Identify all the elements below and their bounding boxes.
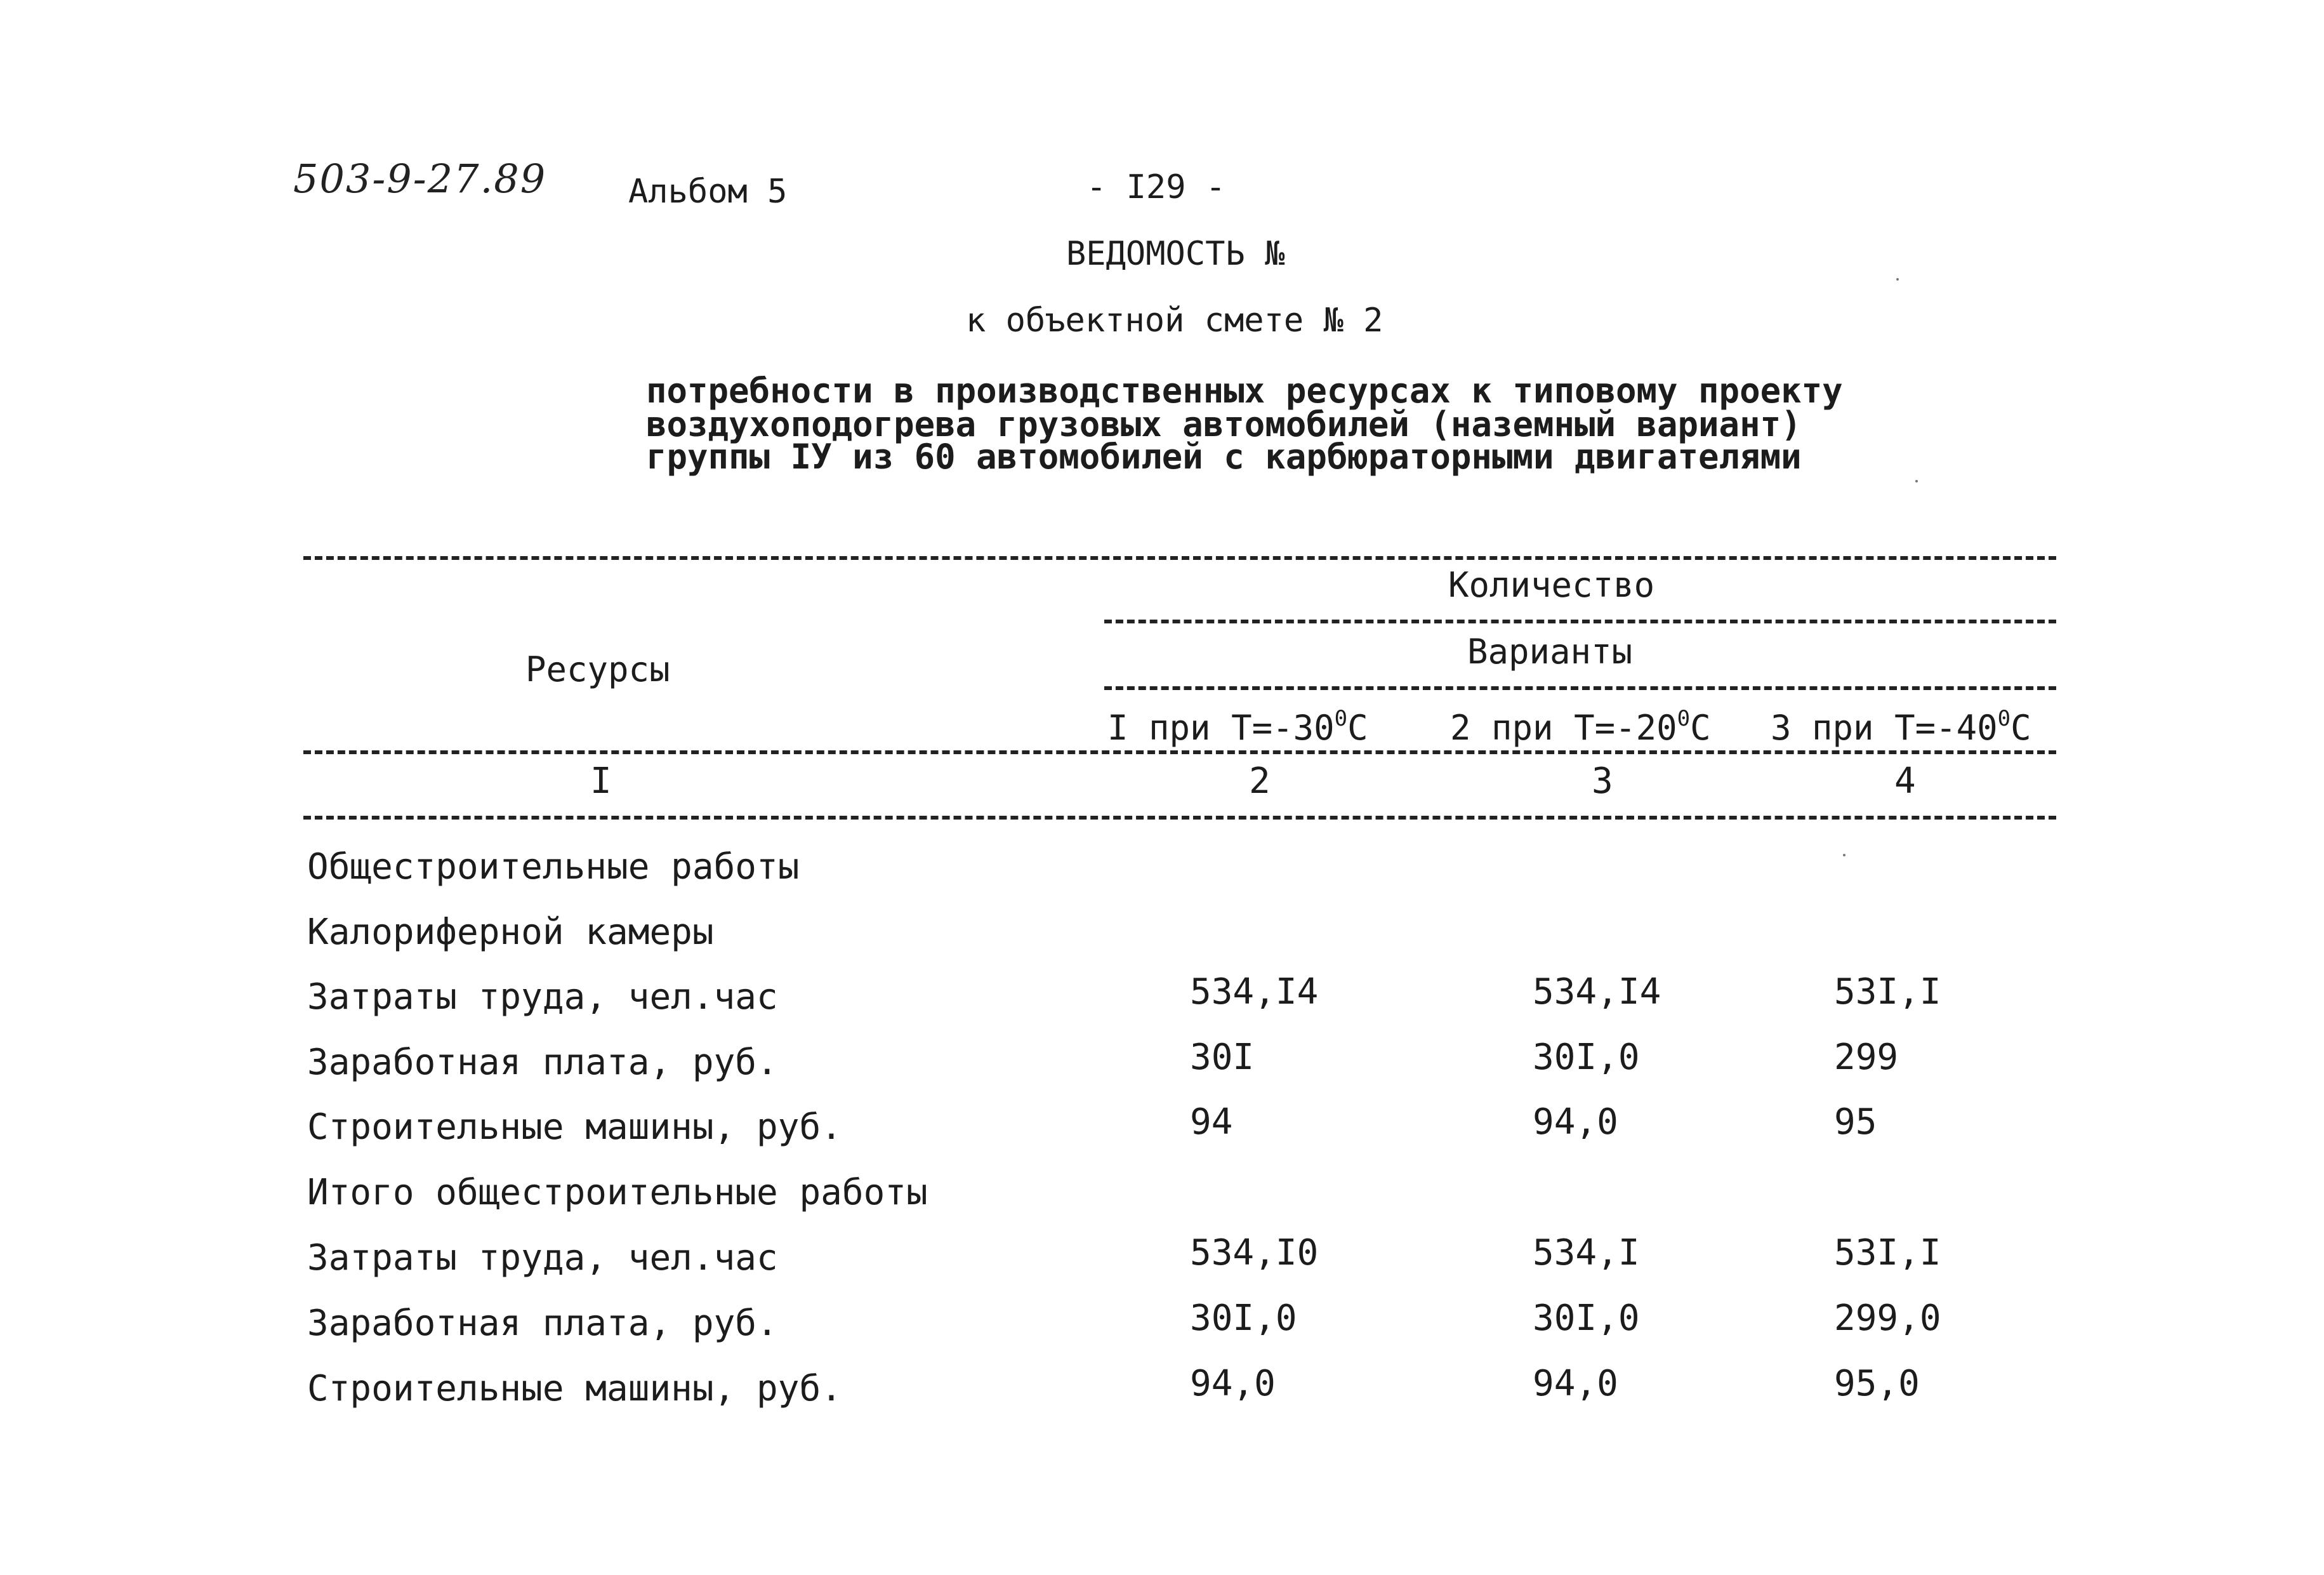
variants-header: Варианты bbox=[1467, 632, 1633, 672]
variants-rule bbox=[1104, 686, 2056, 690]
column-number-3: 3 bbox=[1592, 761, 1613, 802]
resources-header: Ресурсы bbox=[525, 649, 670, 689]
subtitle-line-3: группы IУ из 60 автомобилей с карбюраторными двигателями bbox=[646, 437, 1802, 477]
table-cell: 94,0 bbox=[1190, 1363, 1276, 1404]
quantity-rule bbox=[1104, 620, 2056, 623]
table-row-label: Строительные машины, руб. bbox=[307, 1368, 842, 1409]
table-row-label: Заработная плата, руб. bbox=[307, 1042, 778, 1083]
table-row-label: Итого общестроительные работы bbox=[307, 1172, 928, 1213]
scan-speck bbox=[1896, 278, 1899, 281]
column-number-2: 2 bbox=[1249, 761, 1271, 802]
variant-header-2: 2 при $Т=-20^0С$ bbox=[1450, 706, 1711, 748]
table-row-label: Строительные машины, руб. bbox=[307, 1106, 842, 1148]
table-cell: 30I bbox=[1190, 1037, 1255, 1078]
subtitle-line-2: воздухоподогрева грузовых автомобилей (наземный вариант) bbox=[646, 404, 1802, 444]
table-cell: 53I,I bbox=[1834, 971, 1941, 1013]
column-number-4: 4 bbox=[1894, 761, 1916, 802]
page-number: - I29 - bbox=[1086, 168, 1226, 206]
table-row-label: Калориферной камеры bbox=[307, 912, 714, 953]
table-row-label: Затраты труда, чел.час bbox=[307, 1237, 778, 1279]
column-numbers-rule bbox=[303, 816, 2056, 820]
table-row-label: Заработная плата, руб. bbox=[307, 1303, 778, 1344]
document-code: 503-9-27.89 bbox=[293, 156, 547, 202]
table-cell: 299 bbox=[1834, 1037, 1899, 1078]
table-cell: 95,0 bbox=[1834, 1363, 1920, 1404]
table-cell: 95 bbox=[1834, 1101, 1877, 1143]
table-cell: 299,0 bbox=[1834, 1298, 1941, 1339]
table-cell: 534,I bbox=[1533, 1232, 1640, 1273]
variant-header-3: 3 при $Т=-40^0С$ bbox=[1771, 706, 2031, 748]
table-cell: 94,0 bbox=[1533, 1101, 1618, 1143]
column-number-1: I bbox=[590, 761, 612, 802]
table-cell: 94 bbox=[1190, 1101, 1233, 1143]
table-cell: 53I,I bbox=[1834, 1232, 1941, 1273]
table-cell: 30I,0 bbox=[1533, 1298, 1640, 1339]
table-cell: 534,I0 bbox=[1190, 1232, 1319, 1273]
table-cell: 94,0 bbox=[1533, 1363, 1618, 1404]
quantity-header: Количество bbox=[1448, 565, 1655, 605]
variant-header-1: I при $Т=-30^0С$ bbox=[1107, 706, 1368, 748]
table-row-label: Затраты труда, чел.час bbox=[307, 976, 778, 1018]
table-cell: 30I,0 bbox=[1533, 1037, 1640, 1078]
scan-speck bbox=[1843, 854, 1845, 856]
album-label: Альбом 5 bbox=[628, 173, 788, 211]
table-cell: 30I,0 bbox=[1190, 1298, 1297, 1339]
header-bottom-rule bbox=[303, 750, 2056, 754]
table-row-label: Общестроительные работы bbox=[307, 846, 800, 887]
scan-speck bbox=[1915, 480, 1918, 482]
table-cell: 534,I4 bbox=[1190, 971, 1319, 1013]
table-top-rule bbox=[303, 556, 2056, 560]
table-cell: 534,I4 bbox=[1533, 971, 1661, 1013]
statement-title: ВЕДОМОСТЬ № bbox=[1066, 235, 1285, 273]
subtitle-line-1: потребности в производственных ресурсах к типовому проекту bbox=[646, 371, 1843, 411]
estimate-reference: к объектной смете № 2 bbox=[966, 302, 1383, 340]
